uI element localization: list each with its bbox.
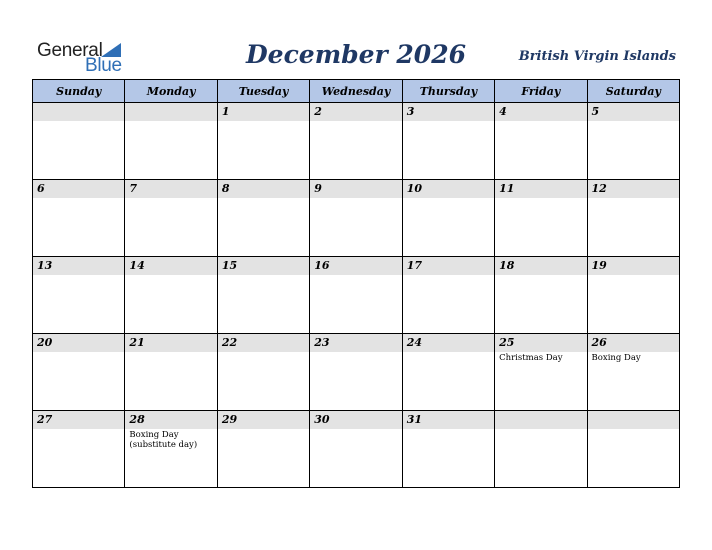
holiday-label [125, 121, 216, 122]
day-cell [33, 103, 125, 180]
holiday-label [588, 429, 679, 430]
holiday-label [125, 275, 216, 276]
day-cell [33, 257, 125, 334]
week-row [33, 257, 680, 334]
day-number: 26 [588, 334, 679, 352]
day-number: 27 [33, 411, 124, 429]
holiday-label [218, 198, 309, 199]
holiday-label [495, 429, 586, 430]
day-cell [217, 103, 309, 180]
holiday-label [218, 121, 309, 122]
holiday-label [33, 429, 124, 430]
day-cell [495, 257, 587, 334]
day-cell [310, 257, 402, 334]
weekday-header: Sunday [33, 80, 125, 103]
day-number: 15 [218, 257, 309, 275]
day-number: 21 [125, 334, 216, 352]
day-number: 19 [588, 257, 679, 275]
holiday-label [310, 121, 401, 122]
day-number: 23 [310, 334, 401, 352]
holiday-label [403, 198, 494, 199]
holiday-label [125, 352, 216, 353]
day-number [125, 103, 216, 121]
day-number: 4 [495, 103, 586, 121]
day-number: 2 [310, 103, 401, 121]
day-number: 1 [218, 103, 309, 121]
day-number: 13 [33, 257, 124, 275]
holiday-label [588, 275, 679, 276]
weekday-header: Saturday [587, 80, 679, 103]
calendar-grid [32, 79, 680, 488]
day-number: 24 [403, 334, 494, 352]
day-cell [402, 180, 494, 257]
weekday-header: Wednesday [310, 80, 402, 103]
day-number: 28 [125, 411, 216, 429]
day-number: 10 [403, 180, 494, 198]
holiday-label [33, 198, 124, 199]
day-cell [217, 257, 309, 334]
holiday-label [403, 121, 494, 122]
day-cell [310, 180, 402, 257]
day-number: 7 [125, 180, 216, 198]
holiday-label [495, 121, 586, 122]
holiday-label [33, 352, 124, 353]
day-cell [125, 180, 217, 257]
holiday-label [33, 121, 124, 122]
day-number [495, 411, 586, 429]
week-row [33, 180, 680, 257]
holiday-label [403, 429, 494, 430]
day-number: 11 [495, 180, 586, 198]
day-cell [125, 257, 217, 334]
day-number: 9 [310, 180, 401, 198]
holiday-label [588, 121, 679, 122]
day-cell [310, 103, 402, 180]
holiday-label [218, 275, 309, 276]
holiday-label [310, 352, 401, 353]
holiday-label [310, 198, 401, 199]
logo-general-text: General [37, 40, 103, 61]
holiday-label [310, 275, 401, 276]
day-cell [587, 180, 679, 257]
day-cell [217, 180, 309, 257]
weekday-header: Monday [125, 80, 217, 103]
day-number: 3 [403, 103, 494, 121]
holiday-label [403, 352, 494, 353]
week-row [33, 103, 680, 180]
day-cell [33, 334, 125, 411]
holiday-label: Boxing Day (substitute day) [129, 430, 198, 450]
holiday-label [403, 275, 494, 276]
week-row [33, 411, 680, 488]
weekday-header-row [33, 80, 680, 103]
day-number: 6 [33, 180, 124, 198]
day-number: 12 [588, 180, 679, 198]
day-cell [402, 257, 494, 334]
day-cell [217, 411, 309, 488]
day-cell [587, 257, 679, 334]
day-cell [125, 411, 217, 488]
weekday-header: Friday [495, 80, 587, 103]
holiday-label [495, 275, 586, 276]
calendar-title: December 2026 [245, 40, 466, 69]
week-row [33, 334, 680, 411]
day-cell [33, 411, 125, 488]
holiday-label [125, 198, 216, 199]
day-cell [587, 334, 679, 411]
holiday-label: Boxing Day [591, 353, 641, 363]
day-number: 20 [33, 334, 124, 352]
day-number: 30 [310, 411, 401, 429]
day-cell [495, 103, 587, 180]
day-number: 22 [218, 334, 309, 352]
day-number: 31 [403, 411, 494, 429]
day-cell [402, 334, 494, 411]
day-cell [310, 411, 402, 488]
day-number: 14 [125, 257, 216, 275]
day-number: 8 [218, 180, 309, 198]
day-number: 18 [495, 257, 586, 275]
region-name: British Virgin Islands [518, 49, 676, 64]
weekday-header: Tuesday [217, 80, 309, 103]
day-number: 17 [403, 257, 494, 275]
day-cell [587, 103, 679, 180]
day-cell [402, 103, 494, 180]
holiday-label [33, 275, 124, 276]
logo-blue-text: Blue [85, 55, 122, 76]
day-number: 16 [310, 257, 401, 275]
day-number: 29 [218, 411, 309, 429]
day-number [33, 103, 124, 121]
holiday-label [218, 352, 309, 353]
day-number [588, 411, 679, 429]
day-cell [33, 180, 125, 257]
day-cell [587, 411, 679, 488]
holiday-label: Christmas Day [499, 353, 563, 363]
weekday-header: Thursday [402, 80, 494, 103]
day-cell [125, 103, 217, 180]
day-cell [495, 180, 587, 257]
day-cell [495, 411, 587, 488]
holiday-label [218, 429, 309, 430]
day-cell [310, 334, 402, 411]
holiday-label [588, 198, 679, 199]
day-number: 25 [495, 334, 586, 352]
holiday-label [495, 198, 586, 199]
day-cell [217, 334, 309, 411]
day-cell [495, 334, 587, 411]
day-cell [125, 334, 217, 411]
day-number: 5 [588, 103, 679, 121]
holiday-label [310, 429, 401, 430]
generalblue-logo [37, 40, 137, 74]
day-cell [402, 411, 494, 488]
